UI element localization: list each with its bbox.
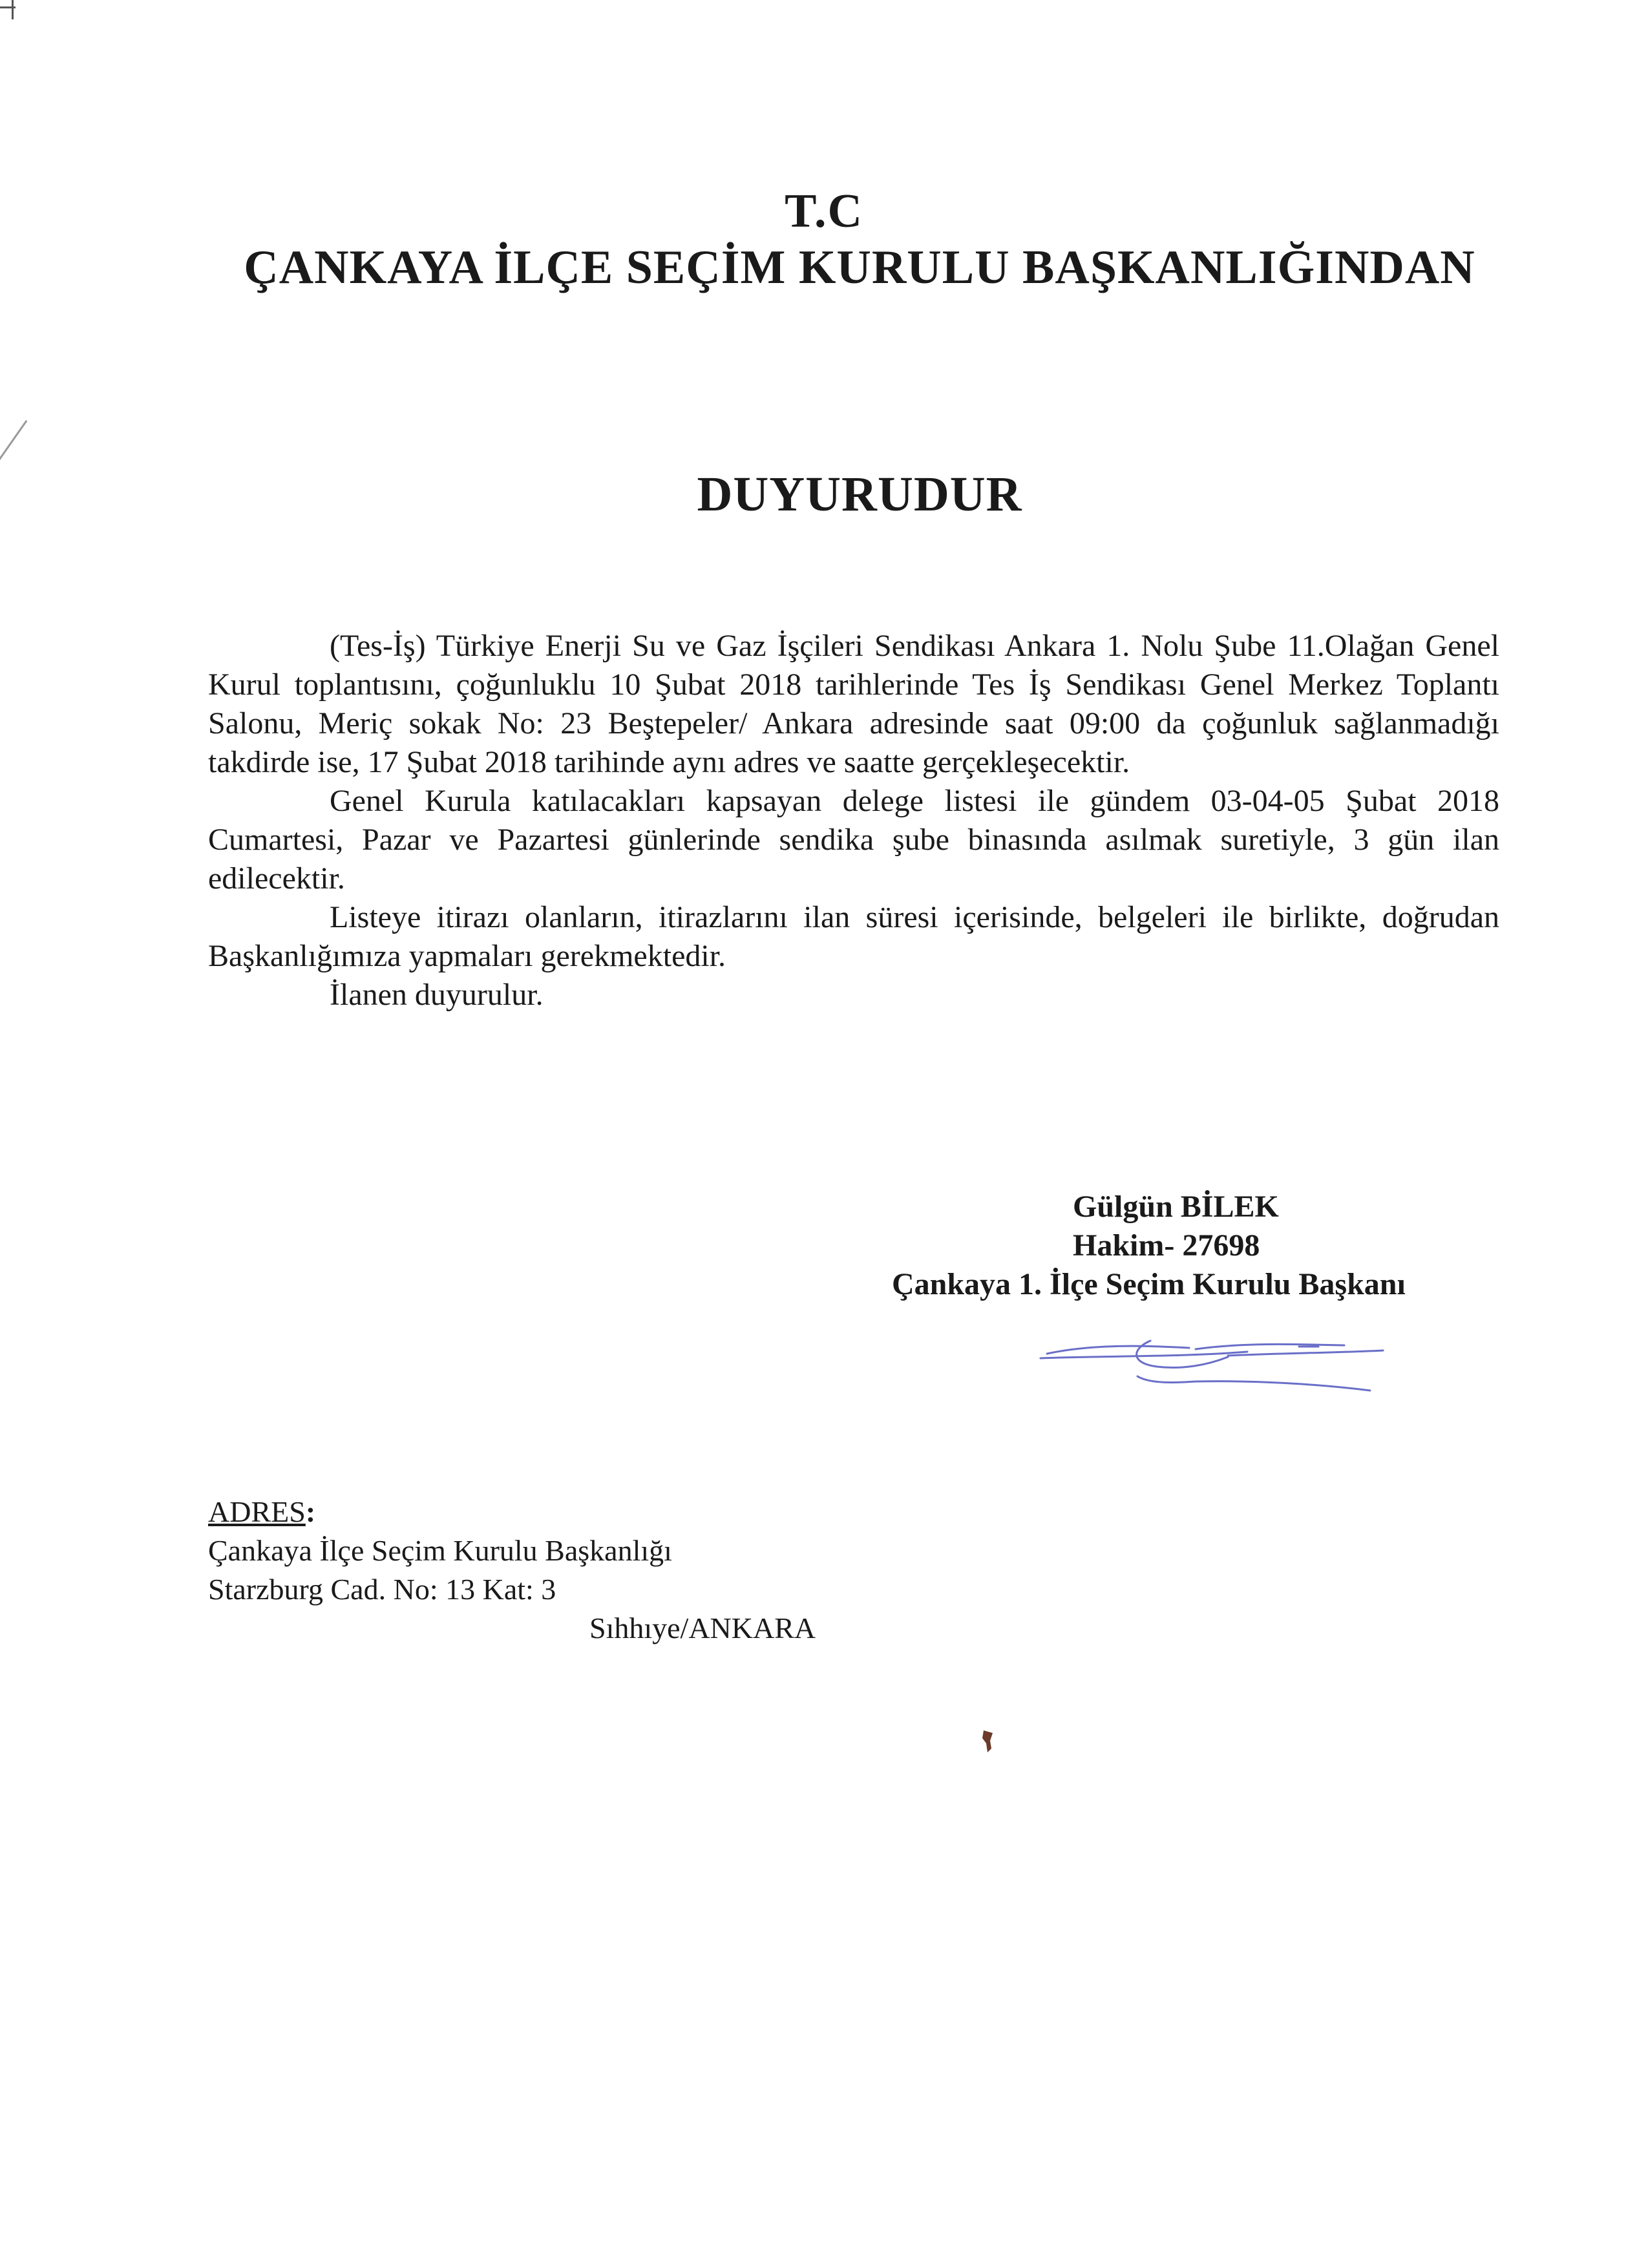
address-label: ADRES xyxy=(208,1495,306,1528)
signatory-position: Çankaya 1. İlçe Seçim Kurulu Başkanı xyxy=(892,1267,1406,1301)
signatory-name: Gülgün BİLEK xyxy=(1073,1190,1279,1224)
address-line: Sıhhıye/ANKARA xyxy=(589,1612,816,1644)
document-title: DUYURUDUR xyxy=(697,467,1022,521)
header-authority: ÇANKAYA İLÇE SEÇİM KURULU BAŞKANLIĞINDAN xyxy=(244,241,1475,294)
address-block xyxy=(208,1493,816,1648)
announcement-body xyxy=(208,627,1499,1014)
body-paragraph: (Tes-İş) Türkiye Enerji Su ve Gaz İşçileri Sendikası Ankara 1. Nolu Şube 11.Olağan Genel Kurul toplantısını, çoğunluklu 10 Şubat 2018 tarihlerinde Tes İş Sendikası Genel Merkez Toplantı Salonu, Meriç sokak No: 23 Beştepeler/ Ankara adresinde saat 09:00 da çoğunluk sağlanmadığı takdirde ise, 17 Şubat 2018 tarihinde aynı adres ve saatte gerçekleşecektir. xyxy=(208,629,1499,779)
signatory-rank: Hakim- 27698 xyxy=(1073,1228,1260,1263)
header-country: T.C xyxy=(785,185,863,238)
ink-speck xyxy=(981,1729,995,1755)
address-line: Çankaya İlçe Seçim Kurulu Başkanlığı xyxy=(208,1534,672,1567)
body-paragraph: İlanen duyurulur. xyxy=(330,978,544,1012)
signature-block xyxy=(892,1188,1506,1304)
scan-edge-mark xyxy=(12,0,14,19)
handwritten-signature xyxy=(1034,1318,1396,1409)
body-paragraph: Genel Kurula katılacakları kapsayan delege listesi ile gündem 03-04-05 Şubat 2018 Cumartesi, Pazar ve Pazartesi günlerinde sendika şube binasında asılmak suretiyle, 3 gün ilan edilecektir. xyxy=(208,784,1499,896)
address-label-colon: : xyxy=(305,1495,316,1528)
body-paragraph: Listeye itirazı olanların, itirazlarını ilan süresi içerisinde, belgeleri ile birlikte, doğrudan Başkanlığımıza yapmaları gerekmektedir. xyxy=(208,900,1499,973)
address-line: Starzburg Cad. No: 13 Kat: 3 xyxy=(208,1573,556,1606)
